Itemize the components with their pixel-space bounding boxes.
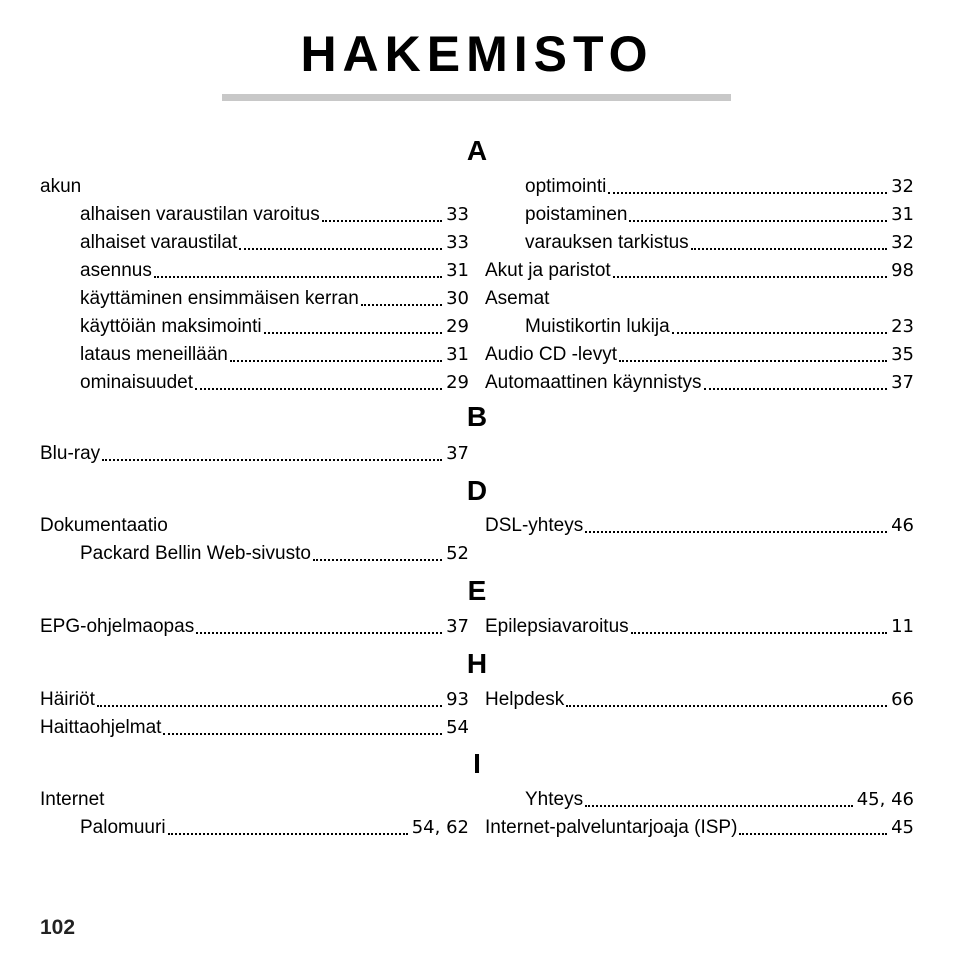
- entry-label: Häiriöt: [40, 689, 95, 710]
- dot-leader: [196, 632, 442, 634]
- entry-label: EPG-ohjelmaopas: [40, 616, 195, 637]
- dot-leader: [704, 388, 888, 390]
- index-entry: [485, 511, 914, 537]
- dot-leader: [322, 220, 442, 222]
- dot-leader: [566, 705, 887, 707]
- entry-label: Audio CD -levyt: [485, 344, 617, 365]
- title-underline: [222, 94, 731, 101]
- entry-page: 35: [891, 344, 914, 365]
- dot-leader: [163, 733, 442, 735]
- dot-leader: [585, 805, 853, 807]
- entry-page: 30: [446, 288, 469, 309]
- index-entry: [40, 785, 469, 811]
- index-subentry: [525, 200, 914, 226]
- index-subentry: [80, 284, 469, 310]
- page-title: HAKEMISTO: [300, 26, 654, 82]
- dot-leader: [361, 304, 442, 306]
- index-subentry: [525, 228, 914, 254]
- entry-page: 29: [446, 372, 469, 393]
- dot-leader: [619, 360, 887, 362]
- dot-leader: [629, 220, 887, 222]
- entry-label: Akut ja paristot: [485, 260, 611, 281]
- entry-page: 66: [891, 689, 914, 710]
- index-entry: [485, 368, 914, 394]
- entry-label: Blu-ray: [40, 443, 101, 464]
- index-subentry: [525, 172, 914, 198]
- section-letter-a: A: [466, 135, 488, 166]
- entry-page: 98: [891, 260, 914, 281]
- section-letter-i: I: [473, 748, 481, 779]
- entry-page: 32: [891, 232, 914, 253]
- entry-label: käyttöiän maksimointi: [80, 316, 262, 337]
- dot-leader: [195, 388, 442, 390]
- dot-leader: [239, 248, 442, 250]
- entry-label: DSL-yhteys: [485, 515, 584, 536]
- entry-label: optimointi: [525, 176, 607, 197]
- dot-leader: [264, 332, 442, 334]
- entry-label: lataus meneillään: [80, 344, 228, 365]
- dot-leader: [608, 192, 887, 194]
- index-subentry: [525, 312, 914, 338]
- index-entry: [485, 685, 914, 711]
- entry-label: Dokumentaatio: [40, 515, 168, 536]
- index-subentry: [80, 368, 469, 394]
- entry-page: 45: [891, 817, 914, 838]
- entry-label: Packard Bellin Web-sivusto: [80, 543, 311, 564]
- entry-label: Internet-palveluntarjoaja (ISP): [485, 817, 738, 838]
- entry-page: 32: [891, 176, 914, 197]
- entry-page: 54: [446, 717, 469, 738]
- index-entry: [485, 813, 914, 839]
- index-entry: [40, 172, 469, 198]
- section-letter-h: H: [466, 648, 488, 679]
- entry-label: asennus: [80, 260, 152, 281]
- dot-leader: [230, 360, 442, 362]
- entry-label: varauksen tarkistus: [525, 232, 689, 253]
- index-subentry: [80, 200, 469, 226]
- dot-leader: [97, 705, 442, 707]
- entry-label: Yhteys: [525, 789, 584, 810]
- entry-page: 31: [891, 204, 914, 225]
- entry-page: 37: [446, 616, 469, 637]
- dot-leader: [672, 332, 887, 334]
- index-entry: [485, 340, 914, 366]
- entry-label: Epilepsiavaroitus: [485, 616, 629, 637]
- dot-leader: [585, 531, 887, 533]
- index-subentry: [525, 785, 914, 811]
- entry-page: 11: [891, 616, 914, 637]
- index-subentry: [80, 340, 469, 366]
- index-entry: [40, 713, 469, 739]
- entry-page: 93: [446, 689, 469, 710]
- entry-label: akun: [40, 176, 82, 197]
- index-subentry: [80, 539, 469, 565]
- entry-page: 33: [446, 232, 469, 253]
- index-subentry: [80, 312, 469, 338]
- index-entry: [40, 439, 469, 465]
- index-entry: [485, 256, 914, 282]
- entry-page: 45, 46: [856, 789, 914, 810]
- index-subentry: [80, 813, 469, 839]
- index-subentry: [80, 228, 469, 254]
- entry-page: 31: [446, 260, 469, 281]
- entry-label: Haittaohjelmat: [40, 717, 162, 738]
- entry-page: 37: [891, 372, 914, 393]
- index-entry: [485, 612, 914, 638]
- dot-leader: [739, 833, 887, 835]
- entry-label: Helpdesk: [485, 689, 565, 710]
- entry-label: Internet: [40, 789, 105, 810]
- entry-label: ominaisuudet: [80, 372, 194, 393]
- entry-label: Muistikortin lukija: [525, 316, 670, 337]
- entry-label: alhaisen varaustilan varoitus: [80, 204, 320, 225]
- dot-leader: [313, 559, 442, 561]
- entry-page: 52: [446, 543, 469, 564]
- entry-page: 37: [446, 443, 469, 464]
- page-number: 102: [40, 916, 76, 939]
- index-entry: [485, 284, 914, 310]
- entry-page: 33: [446, 204, 469, 225]
- entry-page: 31: [446, 344, 469, 365]
- index-subentry: [80, 256, 469, 282]
- entry-label: poistaminen: [525, 204, 628, 225]
- entry-page: 29: [446, 316, 469, 337]
- index-entry: [40, 612, 469, 638]
- entry-page: 46: [891, 515, 914, 536]
- entry-label: Asemat: [485, 288, 550, 309]
- section-letter-d: D: [466, 475, 488, 506]
- entry-label: alhaiset varaustilat: [80, 232, 238, 253]
- index-entry: [40, 511, 469, 537]
- entry-label: Automaattinen käynnistys: [485, 372, 702, 393]
- section-letter-b: B: [466, 401, 488, 432]
- dot-leader: [613, 276, 887, 278]
- dot-leader: [102, 459, 442, 461]
- entry-page: 23: [891, 316, 914, 337]
- entry-label: Palomuuri: [80, 817, 166, 838]
- entry-label: käyttäminen ensimmäisen kerran: [80, 288, 359, 309]
- entry-page: 54, 62: [411, 817, 469, 838]
- section-letter-e: E: [467, 575, 487, 606]
- dot-leader: [691, 248, 887, 250]
- dot-leader: [154, 276, 442, 278]
- dot-leader: [631, 632, 887, 634]
- index-entry: [40, 685, 469, 711]
- dot-leader: [168, 833, 408, 835]
